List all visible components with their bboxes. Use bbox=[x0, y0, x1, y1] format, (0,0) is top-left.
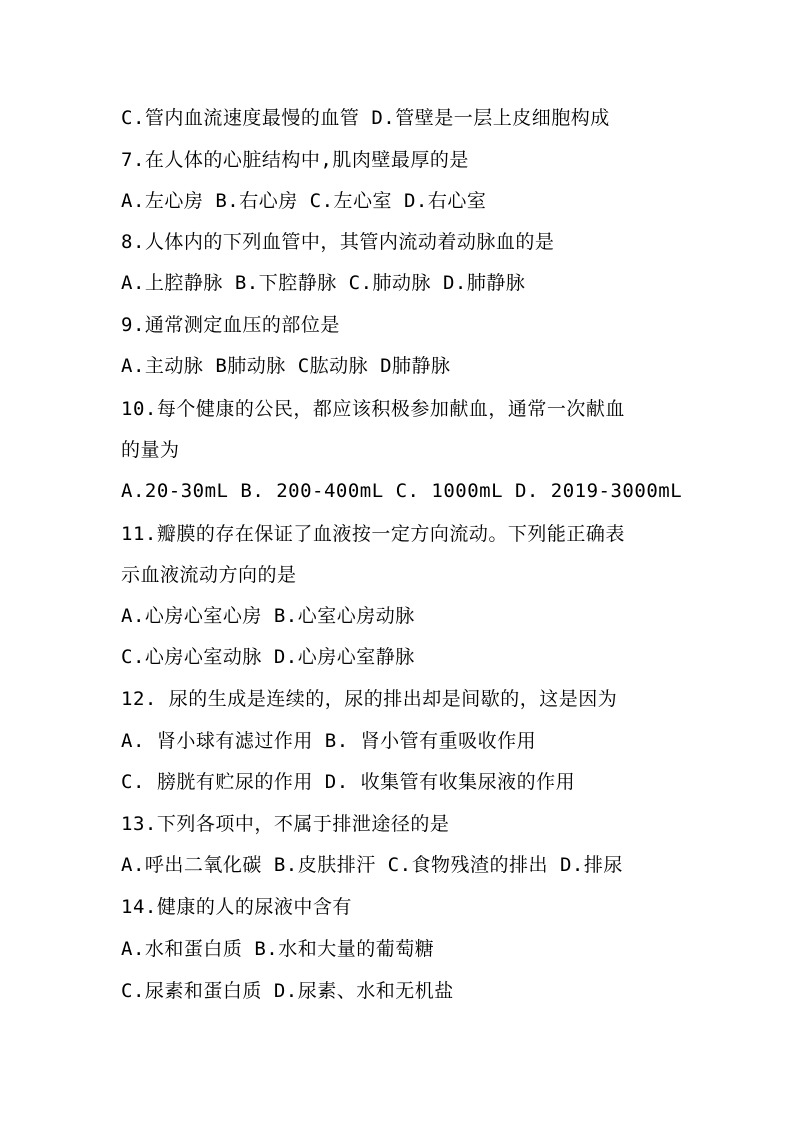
question-12-options-ab: A. 肾小球有滤过作用 B. 肾小管有重吸收作用 bbox=[121, 730, 537, 752]
question-10-options: A.20-30mL B. 200-400mL C. 1000mL D. 2019-3000mL bbox=[121, 480, 683, 502]
question-11-options-cd: C.心房心室动脉 D.心房心室静脉 bbox=[121, 646, 415, 668]
question-10: 10.每个健康的公民，都应该积极参加献血，通常一次献血 bbox=[121, 398, 625, 420]
question-14-options-cd: C.尿素和蛋白质 D.尿素、水和无机盐 bbox=[121, 980, 454, 1002]
question-14-options-ab: A.水和蛋白质 B.水和大量的葡萄糖 bbox=[121, 938, 435, 960]
question-9: 9.通常测定血压的部位是 bbox=[121, 314, 340, 336]
text-line: C.管内血流速度最慢的血管 D.管壁是一层上皮细胞构成 bbox=[121, 107, 610, 129]
question-14: 14.健康的人的尿液中含有 bbox=[121, 896, 352, 918]
question-8-options: A.上腔静脉 B.下腔静脉 C.肺动脉 D.肺静脉 bbox=[121, 272, 526, 294]
question-7-options: A.左心房 B.右心房 C.左心室 D.右心室 bbox=[121, 190, 487, 212]
question-11-continued: 示血液流动方向的是 bbox=[121, 564, 297, 586]
question-10-continued: 的量为 bbox=[121, 439, 180, 461]
question-11-options-ab: A.心房心室心房 B.心室心房动脉 bbox=[121, 605, 415, 627]
question-12-options-cd: C. 膀胱有贮尿的作用 D. 收集管有收集尿液的作用 bbox=[121, 771, 576, 793]
question-8: 8.人体内的下列血管中，其管内流动着动脉血的是 bbox=[121, 231, 555, 253]
question-9-options: A.主动脉 B肺动脉 C肱动脉 D肺静脉 bbox=[121, 355, 451, 377]
question-13-options: A.呼出二氧化碳 B.皮肤排汗 C.食物残渣的排出 D.排尿 bbox=[121, 854, 623, 876]
question-12: 12. 尿的生成是连续的，尿的排出却是间歇的，这是因为 bbox=[121, 688, 618, 710]
question-13: 13.下列各项中，不属于排泄途径的是 bbox=[121, 813, 450, 835]
question-7: 7.在人体的心脏结构中,肌肉壁最厚的是 bbox=[121, 149, 469, 171]
question-11: 11.瓣膜的存在保证了血液按一定方向流动。下列能正确表 bbox=[121, 523, 625, 545]
